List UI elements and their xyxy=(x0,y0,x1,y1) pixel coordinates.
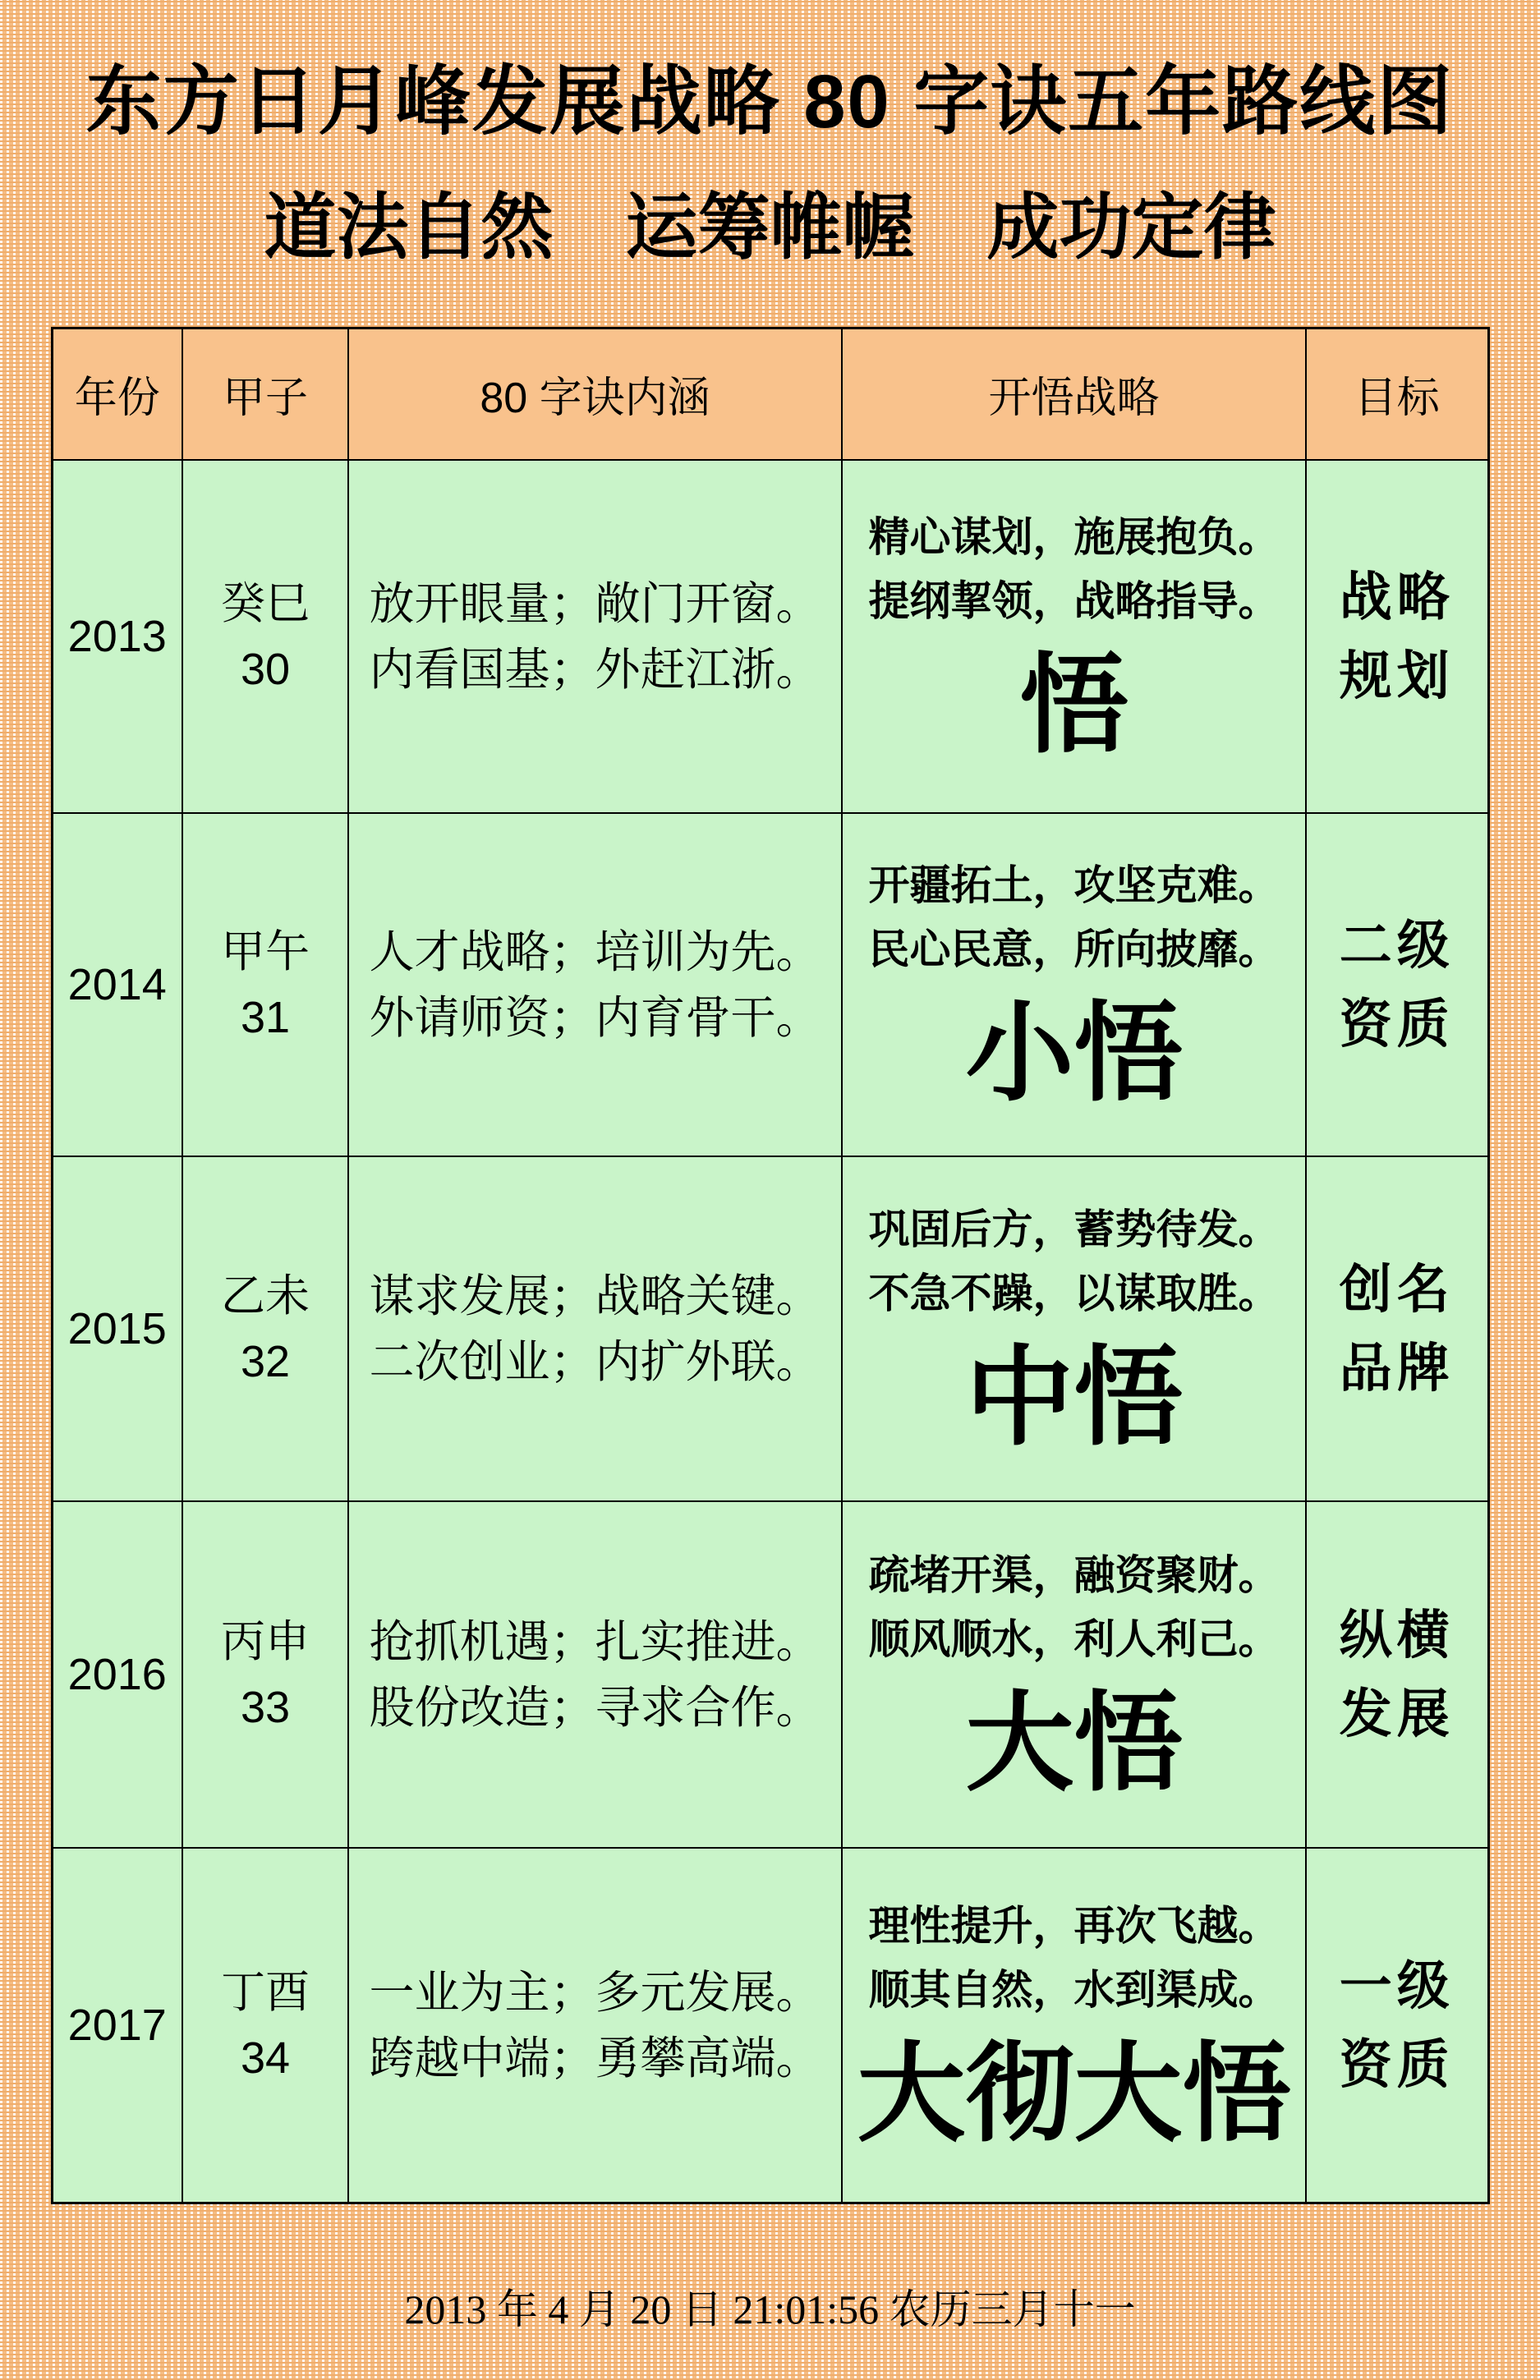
strategy-line-1: 精心谋划，施展抱负。 xyxy=(868,513,1280,560)
jiazi-number: 31 xyxy=(240,992,291,1042)
formula-line-1: 放开眼量；敞门开窗。 xyxy=(369,577,821,629)
jiazi-cell xyxy=(182,1501,348,1848)
formula-line-2: 二次创业；内扩外联。 xyxy=(369,1335,821,1387)
strategy-line-1: 开疆拓土，攻坚克难。 xyxy=(868,861,1280,908)
jiazi-number: 30 xyxy=(240,644,291,694)
formula-line-1: 人才战略；培训为先。 xyxy=(369,926,821,977)
jiazi-number: 33 xyxy=(240,1682,291,1732)
formula-line-2: 外请师资；内育骨干。 xyxy=(369,991,821,1043)
enlightenment-word: 小悟 xyxy=(965,993,1183,1114)
goal-cell xyxy=(1306,1848,1488,2203)
jiazi-cell xyxy=(182,1156,348,1501)
year-cell: 2016 xyxy=(52,1501,182,1848)
goal-line-2: 资质 xyxy=(1339,2034,1455,2094)
strategy-cell xyxy=(842,1848,1306,2203)
goal-line-2: 资质 xyxy=(1339,994,1455,1054)
strategy-line-1: 理性提升，再次飞越。 xyxy=(868,1902,1280,1949)
jiazi-name: 丁酉 xyxy=(221,1967,310,2017)
strategy-cell xyxy=(842,460,1306,813)
col-header-80-formula: 80 字诀内涵 xyxy=(348,329,842,460)
enlightenment-word: 大悟 xyxy=(965,1683,1183,1804)
enlightenment-word: 中悟 xyxy=(965,1337,1183,1459)
strategy-line-1: 巩固后方，蓄势待发。 xyxy=(868,1206,1280,1252)
table-row xyxy=(52,1501,1488,1848)
goal-line-1: 战略 xyxy=(1339,567,1455,627)
jiazi-cell xyxy=(182,1848,348,2203)
formula-line-2: 内看国基；外赶江浙。 xyxy=(369,643,821,695)
year-cell: 2013 xyxy=(52,460,182,813)
goal-line-1: 纵横 xyxy=(1339,1605,1455,1665)
strategy-line-2: 顺风顺水，利人利己。 xyxy=(868,1615,1280,1662)
table-row xyxy=(52,1156,1488,1501)
jiazi-name: 甲午 xyxy=(221,926,310,976)
goal-line-1: 创名 xyxy=(1339,1259,1455,1319)
formula-cell xyxy=(348,1156,842,1501)
table-header-row xyxy=(52,329,1488,460)
goal-line-2: 品牌 xyxy=(1339,1338,1455,1398)
strategy-cell xyxy=(842,813,1306,1156)
strategy-cell xyxy=(842,1156,1306,1501)
strategy-line-2: 提纲挈领，战略指导。 xyxy=(868,577,1280,624)
jiazi-number: 34 xyxy=(240,2033,291,2083)
strategy-cell xyxy=(842,1501,1306,1848)
table-row xyxy=(52,460,1488,813)
roadmap-table xyxy=(51,327,1490,2204)
year-cell: 2015 xyxy=(52,1156,182,1501)
goal-cell xyxy=(1306,813,1488,1156)
goal-line-2: 发展 xyxy=(1339,1684,1455,1744)
goal-cell xyxy=(1306,460,1488,813)
jiazi-name: 乙未 xyxy=(221,1270,310,1321)
formula-cell xyxy=(348,813,842,1156)
year-cell: 2017 xyxy=(52,1848,182,2203)
strategy-line-2: 顺其自然，水到渠成。 xyxy=(868,1966,1280,2013)
goal-line-1: 二级 xyxy=(1339,915,1455,975)
year-cell: 2014 xyxy=(52,813,182,1156)
formula-cell xyxy=(348,460,842,813)
jiazi-cell xyxy=(182,813,348,1156)
formula-line-1: 抢抓机遇；扎实推进。 xyxy=(369,1615,821,1667)
formula-line-2: 跨越中端；勇攀高端。 xyxy=(369,2032,821,2084)
col-header-jiazi: 甲子 xyxy=(182,329,348,460)
formula-cell xyxy=(348,1848,842,2203)
table-row xyxy=(52,813,1488,1156)
page-subtitle: 道法自然 运筹帷幄 成功定律 xyxy=(264,186,1276,268)
strategy-line-2: 不急不躁，以谋取胜。 xyxy=(868,1270,1280,1316)
jiazi-name: 丙申 xyxy=(221,1616,310,1666)
goal-line-2: 规划 xyxy=(1339,646,1455,705)
formula-line-2: 股份改造；寻求合作。 xyxy=(369,1681,821,1733)
strategy-line-2: 民心民意，所向披靡。 xyxy=(868,926,1280,972)
jiazi-name: 癸巳 xyxy=(221,578,310,628)
formula-cell xyxy=(348,1501,842,1848)
col-header-enlighten-strategy: 开悟战略 xyxy=(842,329,1306,460)
goal-cell xyxy=(1306,1501,1488,1848)
page-title: 东方日月峰发展战略 80 字诀五年路线图 xyxy=(85,60,1455,144)
jiazi-cell xyxy=(182,460,348,813)
goal-line-1: 一级 xyxy=(1339,1955,1455,2015)
enlightenment-word: 悟 xyxy=(1019,645,1129,766)
jiazi-number: 32 xyxy=(240,1336,291,1386)
formula-line-1: 一业为主；多元发展。 xyxy=(369,1966,821,2018)
formula-line-1: 谋求发展；战略关键。 xyxy=(369,1270,821,1321)
col-header-year: 年份 xyxy=(52,329,182,460)
timestamp-footer: 2013 年 4 月 20 日 21:01:56 农历三月十一 xyxy=(404,2286,1136,2332)
col-header-goal: 目标 xyxy=(1306,329,1488,460)
strategy-line-1: 疏堵开渠，融资聚财。 xyxy=(868,1551,1280,1598)
table-row xyxy=(52,1848,1488,2203)
goal-cell xyxy=(1306,1156,1488,1501)
enlightenment-word: 大彻大悟 xyxy=(857,2033,1291,2155)
